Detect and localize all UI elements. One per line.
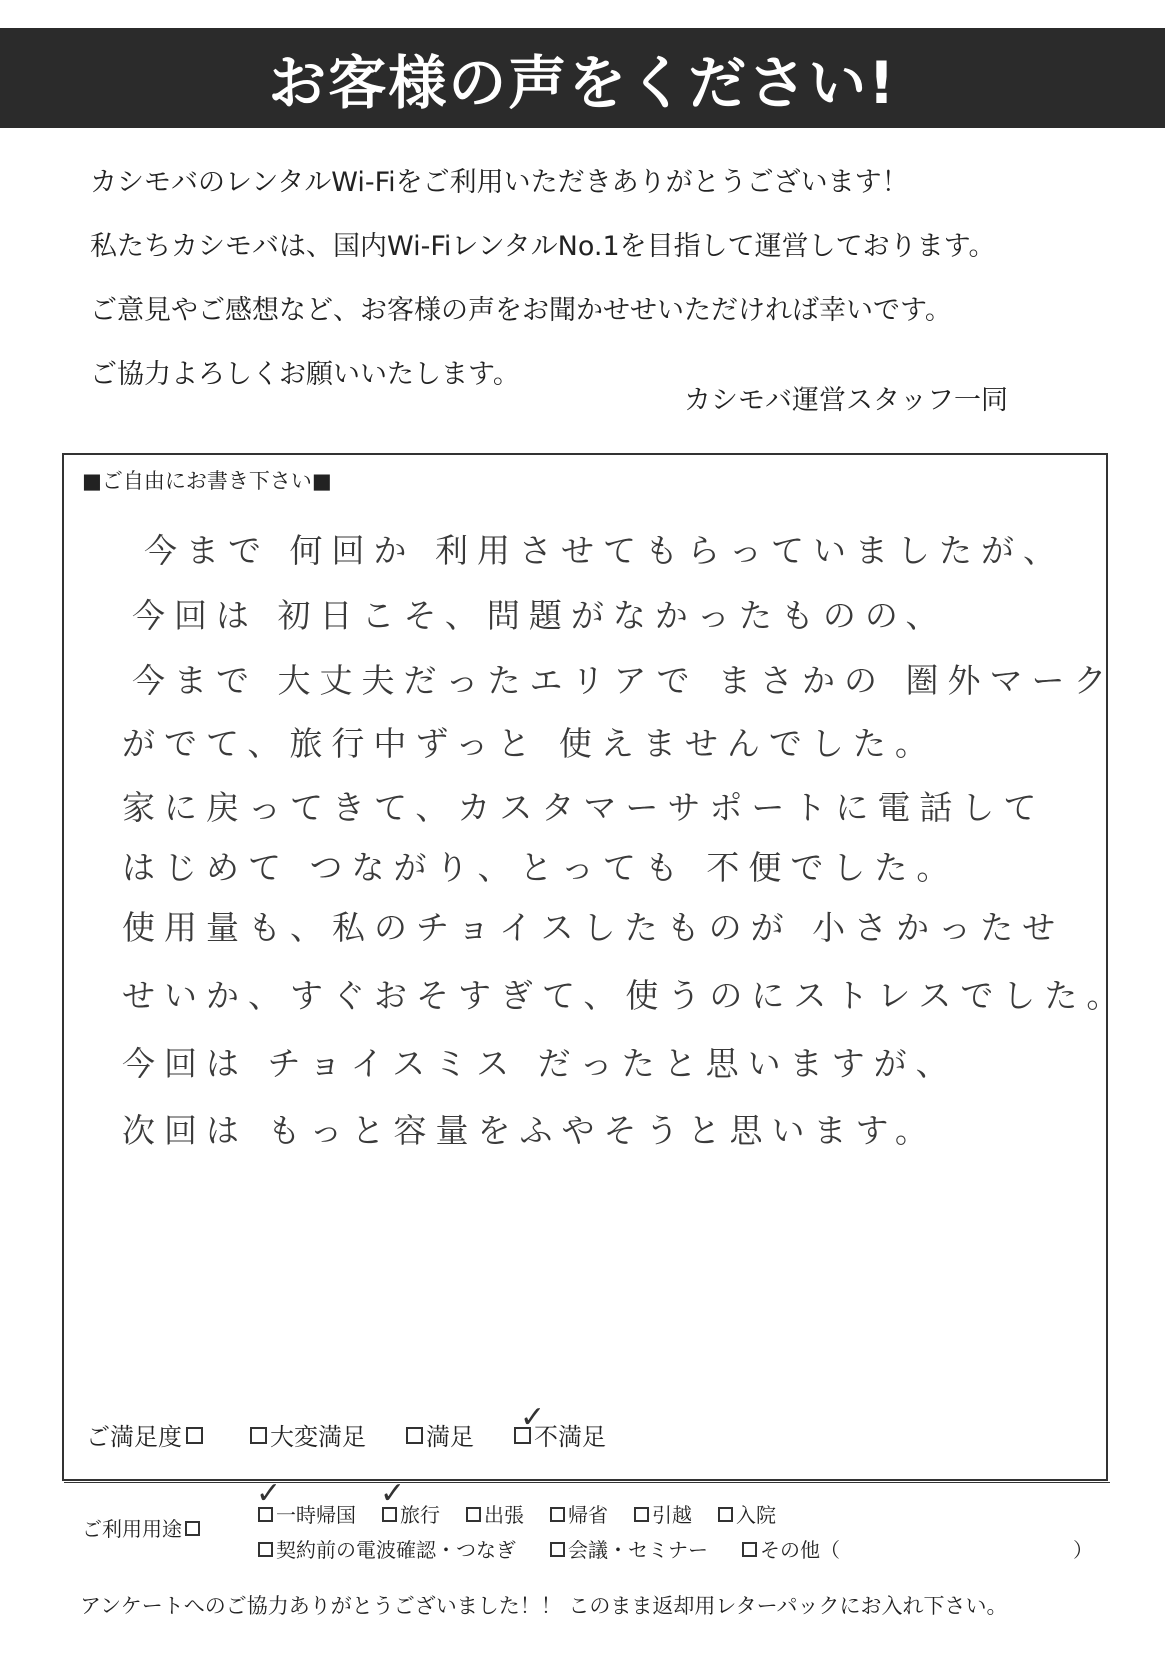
option-label: 不満足: [534, 1423, 606, 1451]
usage-option-moving[interactable]: [634, 1499, 692, 1528]
checkbox-icon[interactable]: [742, 1542, 757, 1557]
checkbox-icon[interactable]: [466, 1507, 481, 1522]
checkbox-icon[interactable]: [634, 1507, 649, 1522]
staff-signature: カシモバ運営スタッフ一同: [684, 385, 1008, 416]
checkbox-icon: [185, 1521, 200, 1536]
handwritten-line: がでて、旅行中ずっと 使えませんでした。: [122, 724, 937, 763]
usage-option-other[interactable]: [742, 1534, 840, 1563]
option-label: 入院: [736, 1503, 776, 1527]
satisfaction-label-wrap: [86, 1417, 206, 1452]
handwritten-line: はじめて つながり、とっても 不便でした。: [122, 848, 959, 887]
option-label: 大変満足: [270, 1423, 366, 1451]
checkbox-icon[interactable]: [550, 1507, 565, 1522]
satisfaction-option-unsatisfied[interactable]: [514, 1400, 606, 1452]
handwritten-line: 家に戻ってきて、カスタマーサポートに電話して: [122, 788, 1046, 827]
handwritten-check-icon: ✓: [380, 1476, 406, 1511]
usage-options-row-2: [258, 1534, 866, 1563]
option-label: 一時帰国: [276, 1503, 356, 1527]
handwritten-line: 使用量も、私のチョイスしたものが 小さかったせ: [122, 908, 1065, 947]
handwritten-line: 今回は 初日こそ、問題がなかったものの、: [132, 596, 948, 635]
checkbox-icon[interactable]: [718, 1507, 733, 1522]
checkbox-icon[interactable]: [550, 1542, 565, 1557]
option-label: 帰省: [568, 1503, 608, 1527]
satisfaction-option-very-satisfied[interactable]: [250, 1417, 366, 1452]
option-label: 契約前の電波確認・つなぎ: [276, 1538, 516, 1562]
page-title: お客様の声をください!: [268, 49, 897, 117]
handwritten-line: 今まで 大丈夫だったエリアで まさかの 圏外マーク: [132, 661, 1116, 700]
intro-line-3: ご意見やご感想など、お客様の声をお聞かせせいただければ幸いです。: [90, 295, 952, 326]
handwritten-line: せいか、すぐおそすぎて、使うのにストレスでした。: [122, 976, 1129, 1015]
satisfaction-label: ご満足度: [86, 1423, 182, 1451]
checkbox-icon[interactable]: [258, 1542, 273, 1557]
option-label: 満足: [426, 1423, 474, 1451]
option-label: 出張: [484, 1503, 524, 1527]
option-label: 会議・セミナー: [568, 1538, 708, 1562]
usage-option-temporary-return[interactable]: [256, 1476, 356, 1528]
usage-option-conference[interactable]: [550, 1534, 708, 1563]
usage-option-travel[interactable]: [380, 1476, 440, 1528]
usage-option-signal-check[interactable]: [258, 1534, 516, 1563]
comment-box-label: ■ご自由にお書き下さい■: [82, 469, 332, 493]
usage-options-row-1: [256, 1476, 802, 1528]
handwritten-line: 今回は チョイスミス だったと思いますが、: [122, 1044, 958, 1083]
handwritten-line: 今まで 何回か 利用させてもらっていましたが、: [144, 531, 1065, 570]
usage-option-hospital[interactable]: [718, 1499, 776, 1528]
handwritten-check-icon: ✓: [520, 1400, 546, 1435]
handwritten-check-icon: ✓: [256, 1476, 282, 1511]
intro-line-1: カシモバのレンタルWi-Fiをご利用いただきありがとうございます！: [90, 167, 909, 198]
option-label: 旅行: [400, 1503, 440, 1527]
satisfaction-row: [86, 1400, 646, 1452]
option-label: その他（: [760, 1538, 840, 1562]
header-bar: [0, 28, 1165, 128]
intro-line-2: 私たちカシモバは、国内Wi-FiレンタルNo.1を目指して運営しております。: [90, 231, 996, 262]
checkbox-icon[interactable]: [250, 1427, 267, 1444]
checkbox-icon: [186, 1427, 203, 1444]
intro-line-4: ご協力よろしくお願いいたします。: [90, 359, 520, 390]
usage-option-homecoming[interactable]: [550, 1499, 608, 1528]
divider: [64, 1482, 1110, 1483]
usage-label: ご利用用途: [82, 1517, 182, 1541]
comment-box[interactable]: [62, 453, 1129, 1481]
footer-note: アンケートへのご協力ありがとうございました！！ このまま返却用レターパックにお入れ下さい。: [80, 1594, 1008, 1618]
satisfaction-option-satisfied[interactable]: [406, 1417, 474, 1452]
usage-label-wrap: [82, 1513, 203, 1542]
usage-option-business-trip[interactable]: [466, 1499, 524, 1528]
checkbox-icon[interactable]: [406, 1427, 423, 1444]
usage-other-close: ）: [1073, 1538, 1093, 1562]
option-label: 引越: [652, 1503, 692, 1527]
handwritten-line: 次回は もっと容量をふやそうと思います。: [122, 1111, 937, 1150]
